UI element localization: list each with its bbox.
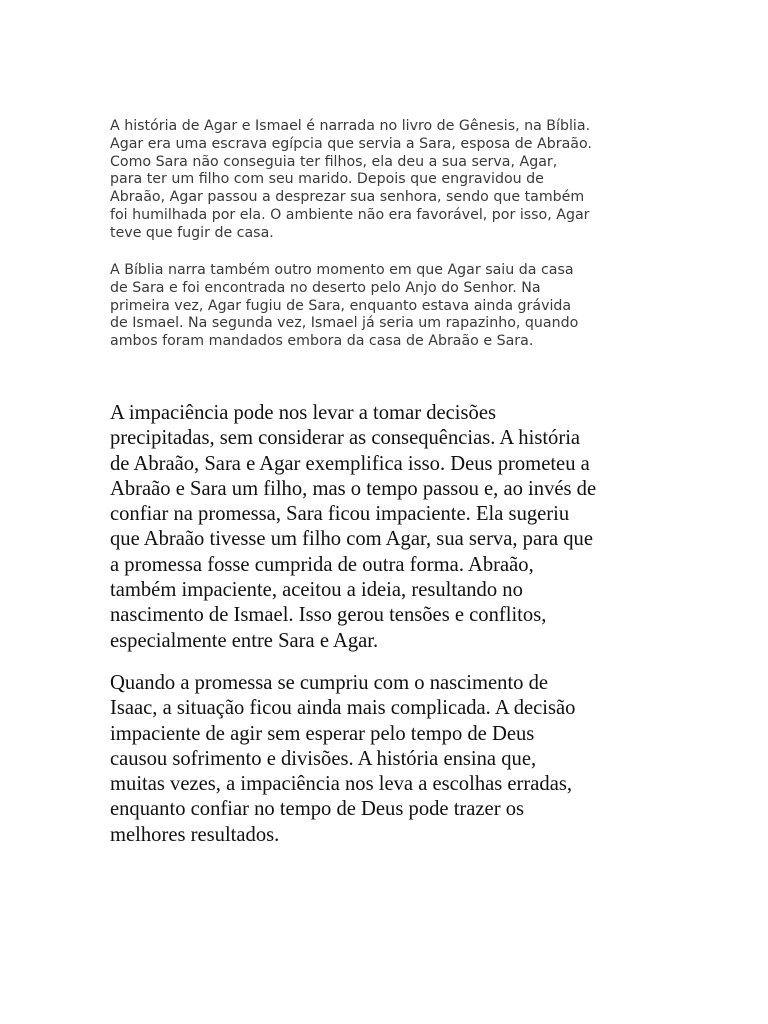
paragraph-agar-history: A história de Agar e Ismael é narrada no livro de Gênesis, na Bíblia. Agar era uma escrava egípcia que servia a Sara, esposa de Abraão. Como Sara não conseguia ter filhos, ela deu a sua serva, Agar, para ter um filho com seu marido. Depois que engravidou de Abraão, Agar passou a desprezar sua senhora, sendo que também foi humilhada por ela. O ambiente não era favorável, por isso, Agar teve que fugir de casa.	[110, 118, 592, 241]
paragraph-agar-departures: A Bíblia narra também outro momento em que Agar saiu da casa de Sara e foi encontrada no deserto pelo Anjo do Senhor. Na primeira vez, Agar fugiu de Sara, enquanto estava ainda grávida de Ismael. Na segunda vez, Ismael já seria um rapazinho, quando ambos foram mandados embora da casa de Abraão e Sara.	[110, 262, 579, 350]
paragraph-impatience: A impaciência pode nos levar a tomar decisões precipitadas, sem considerar as consequências. A história de Abraão, Sara e Agar exemplifica isso. Deus prometeu a Abraão e Sara um filho, mas o tempo passou e, ao invés de confiar na promessa, Sara ficou impaciente. Ela sugeriu que Abraão tivesse um filho com Agar, sua serva, para que a promessa fosse cumprida de outra forma. Abraão, também impaciente, aceitou a ideia, resultando no nascimento de Ismael. Isso gerou tensões e conflitos, especialmente entre Sara e Agar.	[110, 402, 597, 652]
paragraph-promise-fulfilled: Quando a promessa se cumpriu com o nascimento de Isaac, a situação ficou ainda mais complicada. A decisão impaciente de agir sem esperar pelo tempo de Deus causou sofrimento e divisões. A história ensina que, muitas vezes, a impaciência nos leva a escolhas erradas, enquanto confiar no tempo de Deus pode trazer os melhores resultados.	[110, 672, 576, 846]
